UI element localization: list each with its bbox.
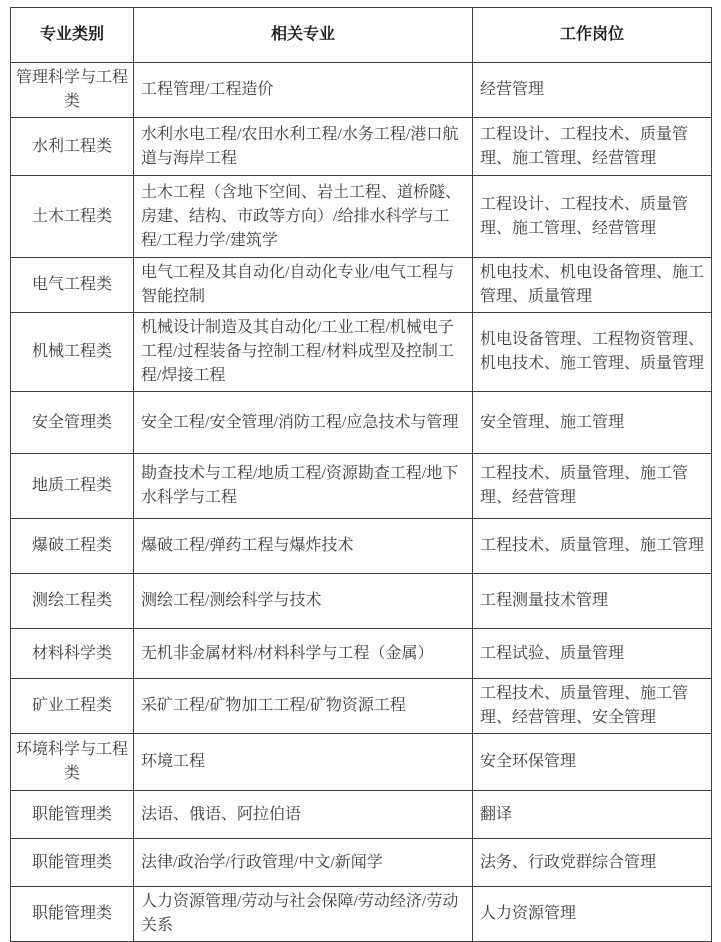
category-cell: 职能管理类 [11,839,134,887]
table-row [11,63,712,118]
document-page [10,7,712,942]
table-row [11,734,712,791]
category-cell: 地质工程类 [11,454,134,519]
majors-cell: 安全工程/安全管理/消防工程/应急技术与管理 [134,392,473,454]
table-row [11,258,712,313]
positions-cell: 工程技术、质量管理、施工管理、经营管理、安全管理 [473,679,712,734]
table-row [11,887,712,942]
positions-cell: 工程设计、工程技术、质量管理、施工管理、经营管理 [473,176,712,258]
majors-cell: 法语、俄语、阿拉伯语 [134,791,473,839]
category-cell: 水利工程类 [11,118,134,176]
positions-cell: 工程设计、工程技术、质量管理、施工管理、经营管理 [473,118,712,176]
positions-cell: 工程技术、质量管理、施工管理 [473,519,712,574]
majors-cell: 人力资源管理/劳动与社会保障/劳动经济/劳动关系 [134,887,473,942]
majors-cell: 机械设计制造及其自动化/工业工程/机械电子工程/过程装备与控制工程/材料成型及控制工程/焊接工程 [134,313,473,392]
positions-cell: 工程测量技术管理 [473,574,712,629]
table-row [11,519,712,574]
majors-cell: 爆破工程/弹药工程与爆炸技术 [134,519,473,574]
positions-cell: 安全环保管理 [473,734,712,791]
positions-cell: 人力资源管理 [473,887,712,942]
positions-cell: 经营管理 [473,63,712,118]
majors-cell: 无机非金属材料/材料科学与工程（金属） [134,629,473,679]
category-cell: 电气工程类 [11,258,134,313]
category-cell: 职能管理类 [11,887,134,942]
majors-cell: 采矿工程/矿物加工工程/矿物资源工程 [134,679,473,734]
majors-positions-table [10,7,712,942]
category-cell: 环境科学与工程类 [11,734,134,791]
majors-cell: 测绘工程/测绘科学与技术 [134,574,473,629]
positions-cell: 机电技术、机电设备管理、施工管理、质量管理 [473,258,712,313]
table-row [11,791,712,839]
majors-cell: 法律/政治学/行政管理/中文/新闻学 [134,839,473,887]
category-cell: 安全管理类 [11,392,134,454]
table-row [11,313,712,392]
majors-cell: 水利水电工程/农田水利工程/水务工程/港口航道与海岸工程 [134,118,473,176]
table-row [11,679,712,734]
table-row [11,454,712,519]
category-cell: 材料科学类 [11,629,134,679]
positions-cell: 机电设备管理、工程物资管理、机电技术、施工管理、质量管理 [473,313,712,392]
category-cell: 管理科学与工程类 [11,63,134,118]
column-header-positions: 工作岗位 [473,8,712,63]
majors-cell: 土木工程（含地下空间、岩土工程、道桥隧、房建、结构、市政等方向）/给排水科学与工程/工程力学/建筑学 [134,176,473,258]
positions-cell: 工程技术、质量管理、施工管理、经营管理 [473,454,712,519]
category-cell: 土木工程类 [11,176,134,258]
category-cell: 爆破工程类 [11,519,134,574]
table-header-row [11,8,712,63]
majors-cell: 工程管理/工程造价 [134,63,473,118]
positions-cell: 法务、行政党群综合管理 [473,839,712,887]
category-cell: 职能管理类 [11,791,134,839]
column-header-majors: 相关专业 [134,8,473,63]
column-header-category: 专业类别 [11,8,134,63]
table-row [11,118,712,176]
majors-cell: 勘查技术与工程/地质工程/资源勘查工程/地下水科学与工程 [134,454,473,519]
table-row [11,839,712,887]
majors-cell: 电气工程及其自动化/自动化专业/电气工程与智能控制 [134,258,473,313]
category-cell: 测绘工程类 [11,574,134,629]
table-row [11,629,712,679]
positions-cell: 安全管理、施工管理 [473,392,712,454]
positions-cell: 工程试验、质量管理 [473,629,712,679]
category-cell: 矿业工程类 [11,679,134,734]
table-row [11,176,712,258]
table-row [11,574,712,629]
positions-cell: 翻译 [473,791,712,839]
table-row [11,392,712,454]
majors-cell: 环境工程 [134,734,473,791]
category-cell: 机械工程类 [11,313,134,392]
